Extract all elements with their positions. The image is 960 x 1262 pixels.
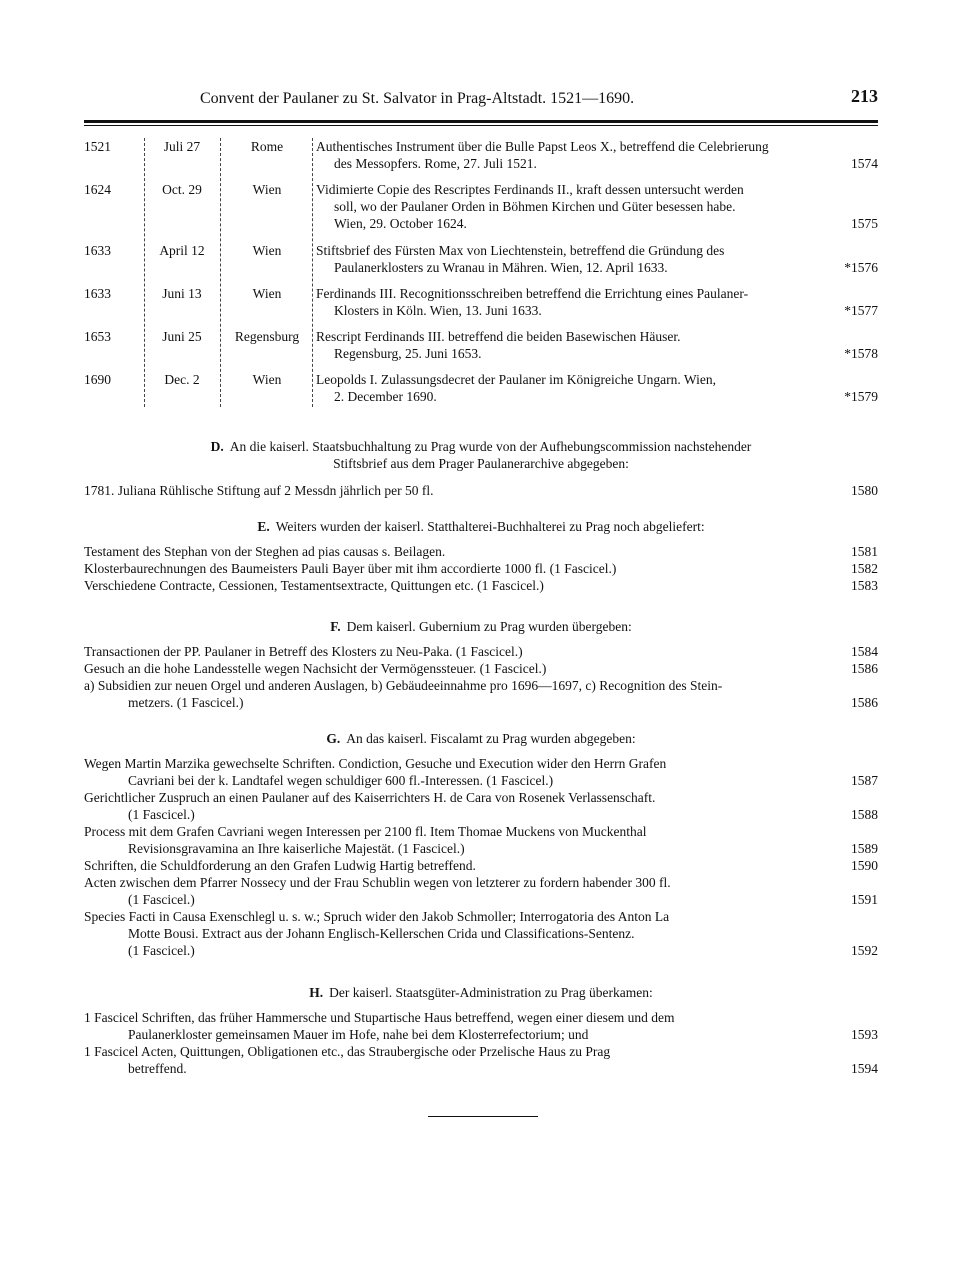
row-place: Wien: [252, 286, 282, 301]
row-date: Juni 13: [162, 286, 202, 301]
row-description: [316, 328, 878, 362]
entry-text-continued: (1 Fascicel.): [128, 943, 195, 958]
row-place: Wien: [252, 243, 282, 258]
record-number: *1578: [844, 346, 878, 361]
record-number: 1581: [851, 544, 878, 559]
entry-text-continued: Cavriani bei der k. Landtafel wegen schuldiger 600 fl.-Interessen. (1 Fascicel.): [128, 773, 554, 788]
section-heading-text: Stiftsbrief aus dem Prager Paulanerarchive abgegeben:: [333, 456, 629, 471]
entry-text-continued: Revisionsgravamina an Ihre kaiserliche Majestät. (1 Fascicel.): [128, 841, 465, 856]
row-year: 1653: [84, 329, 111, 344]
row-text-line: Paulanerklosters zu Wranau in Mähren. Wien, 12. April 1633.: [334, 260, 668, 275]
record-number: 1574: [851, 156, 878, 171]
list-item: [84, 482, 878, 499]
row-year: 1690: [84, 372, 111, 387]
row-description: [316, 285, 878, 319]
section-letter: D.: [210, 439, 224, 454]
entry-text-continued: (1 Fascicel.): [128, 807, 195, 822]
table-row: [84, 328, 878, 371]
row-year: 1624: [84, 182, 111, 197]
row-description: [316, 138, 878, 172]
record-number: 1586: [851, 695, 878, 710]
page: [84, 86, 878, 1076]
record-number: 1575: [851, 216, 878, 231]
list-item: [84, 857, 878, 874]
running-title: Convent der Paulaner zu St. Salvator in Prag-Altstadt. 1521—1690.: [200, 90, 635, 107]
page-number: 213: [851, 86, 878, 106]
entry-text-continued: Paulanerkloster gemeinsamen Mauer im Hofe, nahe bei dem Klosterrefectorium; und: [128, 1027, 589, 1042]
list-item: [84, 543, 878, 560]
row-description: [316, 242, 878, 276]
section-d: [84, 438, 878, 499]
row-text-line: Regensburg, 25. Juni 1653.: [334, 346, 482, 361]
list-item: [84, 789, 878, 823]
list-item: [84, 643, 878, 660]
row-text-line: des Messopfers. Rome, 27. Juli 1521.: [334, 156, 537, 171]
header-rule-thick: [84, 120, 878, 123]
entry-text: 1 Fascicel Acten, Quittungen, Obligationen etc., das Straubergische oder Przelische Haus zu Prag: [84, 1044, 611, 1059]
entry-text: 1781. Juliana Rühlische Stiftung auf 2 Messdn jährlich per 50 fl.: [84, 483, 434, 498]
record-number: 1592: [851, 943, 878, 958]
entry-text: Schriften, die Schuldforderung an den Grafen Ludwig Hartig betreffend.: [84, 858, 476, 873]
section-heading: [84, 438, 878, 455]
row-text-line: Rescript Ferdinands III. betreffend die beiden Basewischen Häuser.: [316, 329, 681, 344]
row-text-line: Ferdinands III. Recognitionsschreiben betreffend die Errichtung eines Paulaner-: [316, 286, 749, 301]
entry-text: Transactionen der PP. Paulaner in Betreff des Klosters zu Neu-Paka. (1 Fascicel.): [84, 644, 523, 659]
row-description: [316, 181, 878, 232]
record-number: 1586: [851, 661, 878, 676]
entry-text: Wegen Martin Marzika gewechselte Schriften. Condiction, Gesuche und Execution wider den Herrn Grafen: [84, 756, 667, 771]
row-date: Juli 27: [163, 139, 201, 154]
row-text-line: Wien, 29. October 1624.: [334, 216, 467, 231]
entry-text: a) Subsidien zur neuen Orgel und anderen Auslagen, b) Gebäudeeinnahme pro 1696—1697, c) Recognition des Stein-: [84, 678, 723, 693]
row-text-line: Vidimierte Copie des Rescriptes Ferdinands II., kraft dessen untersucht werden: [316, 182, 744, 197]
running-head: [84, 86, 878, 116]
section-h: [84, 984, 878, 1077]
row-year: 1521: [84, 139, 111, 154]
entry-text: Verschiedene Contracte, Cessionen, Testamentsextracte, Quittungen etc. (1 Fascicel.): [84, 578, 544, 593]
section-letter: F.: [330, 619, 341, 634]
record-number: 1588: [851, 807, 878, 822]
record-number: *1577: [844, 303, 878, 318]
entry-text: Klosterbaurechnungen des Baumeisters Pauli Bayer über mit ihm accordierte 1000 fl. (1 Fascicel.): [84, 561, 617, 576]
entry-text: Acten zwischen dem Pfarrer Nossecy und der Frau Schublin wegen von letzterer zu fordern habender 300 fl.: [84, 875, 671, 890]
entry-text: Testament des Stephan von der Steghen ad pias causas s. Beilagen.: [84, 544, 446, 559]
entry-text-continued: metzers. (1 Fascicel.): [128, 695, 244, 710]
row-text-line: Stiftsbrief des Fürsten Max von Liechtenstein, betreffend die Gründung des: [316, 243, 725, 258]
row-date: April 12: [159, 243, 205, 258]
entry-text: Gerichtlicher Zuspruch an einen Paulaner auf des Kaiserrichters H. de Cara von Rosenek Verlassenschaft.: [84, 790, 656, 805]
section-heading: [84, 984, 878, 1001]
row-text-line: Leopolds I. Zulassungsdecret der Paulaner im Königreiche Ungarn. Wien,: [316, 372, 716, 387]
row-date: Oct. 29: [162, 182, 202, 197]
row-place: Regensburg: [234, 329, 300, 344]
record-number: 1591: [851, 892, 878, 907]
row-date: Juni 25: [162, 329, 202, 344]
row-text-line: 2. December 1690.: [334, 389, 437, 404]
document-table: [84, 138, 878, 407]
entry-text: Gesuch an die hohe Landesstelle wegen Nachsicht der Vermögenssteuer. (1 Fascicel.): [84, 661, 547, 676]
entry-text: Process mit dem Grafen Cavriani wegen Interessen per 2100 fl. Item Thomae Muckens von Muckenthal: [84, 824, 647, 839]
section-heading-text: Weiters wurden der kaiserl. Statthalterei-Buchhalterei zu Prag noch abgeliefert:: [275, 519, 705, 534]
record-number: *1579: [844, 389, 878, 404]
list-item: [84, 677, 878, 711]
row-place: Wien: [252, 372, 282, 387]
row-description: [316, 371, 878, 405]
section-heading-text: Der kaiserl. Staatsgüter-Administration zu Prag überkamen:: [329, 985, 653, 1000]
section-g: [84, 730, 878, 959]
section-e: [84, 518, 878, 594]
record-number: 1582: [851, 561, 878, 576]
section-heading: [84, 518, 878, 535]
entry-text: Species Facti in Causa Exenschlegl u. s. w.; Spruch wider den Jakob Schmoller; Interrogatoria des Anton La: [84, 909, 670, 924]
row-text-line: Authentisches Instrument über die Bulle Papst Leos X., betreffend die Celebrierung: [316, 139, 769, 154]
list-item: [84, 1009, 878, 1043]
list-item: [84, 660, 878, 677]
list-item: [84, 874, 878, 908]
row-year: 1633: [84, 243, 111, 258]
row-text-line: Klosters in Köln. Wien, 13. Juni 1633.: [334, 303, 542, 318]
row-date: Dec. 2: [164, 372, 200, 387]
record-number: 1593: [851, 1027, 878, 1042]
section-heading-text: An die kaiserl. Staatsbuchhaltung zu Prag wurde von der Aufhebungscommission nachstehender: [229, 439, 752, 454]
list-item: [84, 908, 878, 959]
row-text-line: soll, wo der Paulaner Orden in Böhmen Kirchen und Güter besessen habe.: [334, 199, 736, 214]
entry-text-continued: betreffend.: [128, 1061, 187, 1076]
record-number: 1580: [851, 483, 878, 498]
row-year: 1633: [84, 286, 111, 301]
section-letter: E.: [257, 519, 270, 534]
section-letter: G.: [326, 731, 341, 746]
list-item: [84, 755, 878, 789]
table-row: [84, 285, 878, 328]
section-heading-text: An das kaiserl. Fiscalamt zu Prag wurden abgegeben:: [346, 731, 636, 746]
closing-rule: [428, 1116, 538, 1117]
section-heading-text: Dem kaiserl. Gubernium zu Prag wurden übergeben:: [346, 619, 632, 634]
list-item: [84, 1043, 878, 1077]
section-heading: [84, 730, 878, 747]
section-heading: [84, 618, 878, 635]
section-f: [84, 618, 878, 711]
table-row: [84, 181, 878, 242]
entry-text: 1 Fascicel Schriften, das früher Hammersche und Stupartische Haus betreffend, wegen einer diesem und dem: [84, 1010, 675, 1025]
record-number: 1594: [851, 1061, 878, 1076]
row-place: Rome: [250, 139, 284, 154]
record-number: 1584: [851, 644, 878, 659]
record-number: 1587: [851, 773, 878, 788]
table-row: [84, 371, 878, 407]
record-number: 1583: [851, 578, 878, 593]
list-item: [84, 577, 878, 594]
list-item: [84, 823, 878, 857]
table-row: [84, 242, 878, 285]
table-row: [84, 138, 878, 181]
list-item: [84, 560, 878, 577]
row-place: Wien: [252, 182, 282, 197]
record-number: *1576: [844, 260, 878, 275]
header-rule-thin: [84, 125, 878, 126]
entry-text-continued: (1 Fascicel.): [128, 892, 195, 907]
record-number: 1590: [851, 858, 878, 873]
entry-text-continued: Motte Bousi. Extract aus der Johann Englisch-Kellerschen Crida und Classifications-Sentenz.: [128, 926, 635, 941]
section-letter: H.: [309, 985, 324, 1000]
record-number: 1589: [851, 841, 878, 856]
